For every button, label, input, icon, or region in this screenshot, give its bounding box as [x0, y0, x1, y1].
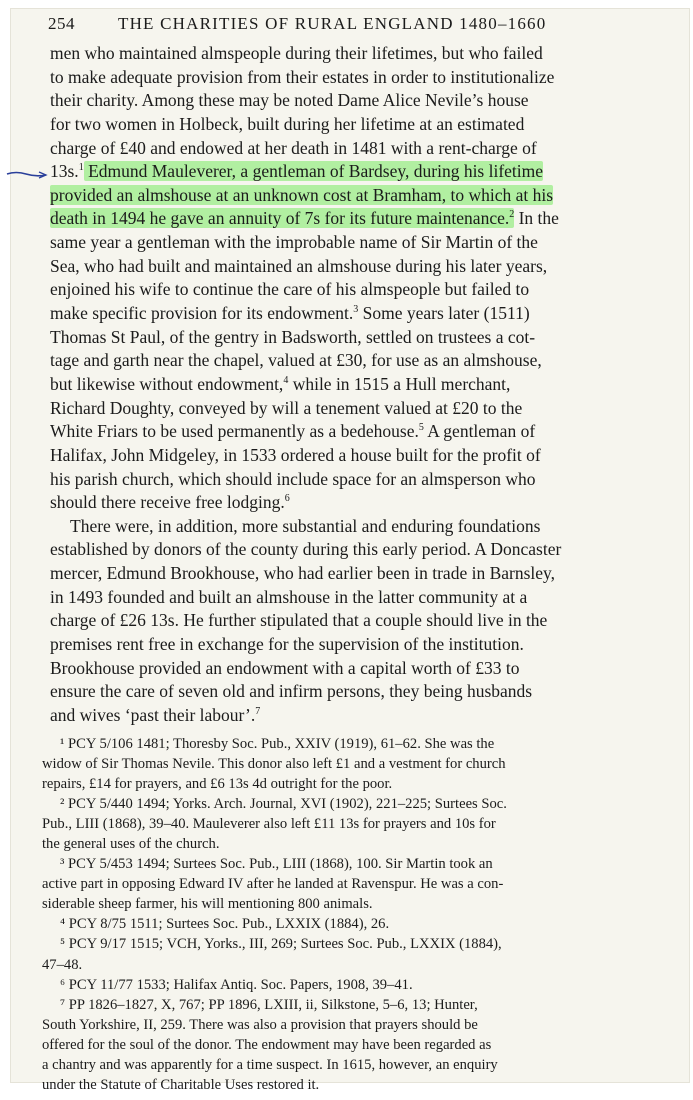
line-text: Halifax, John Midgeley, in 1533 ordered a house built for the profit of	[50, 444, 541, 465]
line-text: established by donors of the county during this early period. A Doncaster	[50, 539, 562, 560]
text-line	[50, 42, 680, 66]
line-text: tage and garth near the chapel, valued at £30, for use as an almshouse,	[50, 350, 542, 371]
line-text: but likewise without endowment,	[50, 373, 284, 394]
footnote-line: active part in opposing Edward IV after he landed at Ravenspur. He was a con-	[42, 876, 504, 893]
line-text: In the	[514, 208, 559, 229]
text-line	[50, 468, 680, 492]
footnote-line: ⁴ PCY 8/75 1511; Surtees Soc. Pub., LXXIX (1884), 26.	[60, 916, 390, 933]
text-line	[50, 657, 680, 681]
text-line	[50, 680, 680, 704]
footnote-marker: 2	[509, 209, 515, 221]
text-line	[50, 397, 680, 421]
text-line	[50, 609, 680, 633]
line-text: mercer, Edmund Brookhouse, who had earlier been in trade in Barnsley,	[50, 563, 556, 584]
text-line	[50, 586, 680, 610]
line-text: ensure the care of seven old and infirm persons, they being husbands	[50, 681, 533, 702]
highlighted-text: Edmund Mauleverer, a gentleman of Bardsey, during his lifetime	[83, 161, 544, 182]
text-line	[50, 302, 680, 326]
footnote-line: offered for the soul of the donor. The endowment may have been regarded as	[42, 1036, 492, 1053]
text-line	[50, 420, 680, 444]
footnote-marker: 3	[353, 304, 359, 316]
footnote-line: siderable sheep farmer, his will mentioning 800 animals.	[42, 896, 373, 913]
line-text: make specific provision for its endowment.	[50, 303, 354, 324]
footnote-marker: 4	[283, 374, 289, 386]
text-line	[50, 184, 680, 208]
footnote-line: South Yorkshire, II, 259. There was also a provision that prayers should be	[42, 1016, 478, 1033]
line-text: 13s.	[50, 161, 79, 182]
line-text: Brookhouse provided an endowment with a capital worth of £33 to	[50, 657, 520, 678]
text-line	[50, 137, 680, 161]
line-text: should there receive free lodging.	[50, 492, 285, 513]
line-text: Sea, who had built and maintained an almshouse during his later years,	[50, 255, 548, 276]
line-text: charge of £40 and endowed at her death in 1481 with a rent-charge of	[50, 137, 537, 158]
line-text: Thomas St Paul, of the gentry in Badsworth, settled on trustees a cot-	[50, 326, 536, 347]
text-line	[50, 160, 680, 184]
footnote-line: a chantry and was apparently for a time suspect. In 1615, however, an enquiry	[42, 1056, 498, 1073]
text-line	[50, 633, 680, 657]
line-text: same year a gentleman with the improbable name of Sir Martin of the	[50, 232, 538, 253]
line-text: in 1493 founded and built an almshouse in the latter community at a	[50, 586, 528, 607]
running-title: THE CHARITIES OF RURAL ENGLAND 1480–1660	[118, 14, 547, 33]
main-text	[50, 42, 680, 728]
footnote-line: under the Statute of Charitable Uses restored it.	[42, 1076, 320, 1093]
line-text: premises rent free in exchange for the supervision of the institution.	[50, 634, 524, 655]
footnote-line: repairs, £14 for prayers, and £6 13s 4d outright for the poor.	[42, 776, 393, 793]
text-line	[50, 704, 680, 728]
text-line	[50, 444, 680, 468]
line-text: Richard Doughty, conveyed by will a tenement valued at £20 to the	[50, 397, 523, 418]
text-line	[50, 113, 680, 137]
running-header	[48, 14, 668, 38]
footnote-line: ⁵ PCY 9/17 1515; VCH, Yorks., III, 269; Surtees Soc. Pub., LXXIX (1884),	[60, 936, 502, 953]
footnote-line: ⁶ PCY 11/77 1533; Halifax Antiq. Soc. Papers, 1908, 39–41.	[60, 976, 413, 993]
text-line	[50, 89, 680, 113]
line-text: men who maintained almspeople during their lifetimes, but who failed	[50, 43, 543, 63]
text-line	[50, 538, 680, 562]
line-text: to make adequate provision from their estates in order to institutionalize	[50, 66, 555, 87]
line-text: charge of £26 13s. He further stipulated that a couple should live in the	[50, 610, 548, 631]
text-line	[50, 255, 680, 279]
footnote-line: ¹ PCY 5/106 1481; Thoresby Soc. Pub., XXIV (1919), 61–62. She was the	[60, 736, 495, 752]
highlighted-text: death in 1494 he gave an annuity of 7s for its future maintenance.	[50, 208, 510, 229]
footnote-line: ⁷ PP 1826–1827, X, 767; PP 1896, LXIII, ii, Silkstone, 5–6, 13; Hunter,	[60, 996, 478, 1013]
footnote-line: Pub., LIII (1868), 39–40. Mauleverer also left £11 13s for prayers and 10s for	[42, 816, 496, 833]
text-line	[50, 326, 680, 350]
text-line	[50, 207, 680, 231]
line-text: for two women in Holbeck, built during her lifetime at an estimated	[50, 113, 525, 134]
pen-margin-mark	[6, 168, 48, 182]
footnote-marker: 5	[418, 422, 424, 434]
line-text: while in 1515 a Hull merchant,	[288, 373, 511, 394]
footnote-marker: 7	[255, 705, 261, 717]
text-line	[50, 278, 680, 302]
highlighted-passage	[50, 185, 553, 205]
line-text: A gentleman of	[423, 421, 536, 442]
line-text: There were, in addition, more substantial and enduring foundations	[70, 515, 541, 536]
line-text: White Friars to be used permanently as a bedehouse.	[50, 421, 419, 442]
page-number: 254	[48, 14, 75, 33]
footnote-line: ³ PCY 5/453 1494; Surtees Soc. Pub., LIII (1868), 100. Sir Martin took an	[60, 856, 493, 873]
line-text: and wives ‘past their labour’.	[50, 704, 256, 725]
footnote-line: widow of Sir Thomas Nevile. This donor also left £1 and a vestment for church	[42, 756, 506, 773]
text-line	[50, 66, 680, 90]
text-line	[50, 231, 680, 255]
text-line	[50, 491, 680, 515]
text-line	[50, 349, 680, 373]
highlighted-passage	[84, 161, 543, 181]
footnote-marker: 1	[78, 162, 84, 174]
footnote-marker: 6	[284, 493, 290, 505]
footnote-line: ² PCY 5/440 1494; Yorks. Arch. Journal, XVI (1902), 221–225; Surtees Soc.	[60, 796, 507, 813]
line-text: their charity. Among these may be noted Dame Alice Nevile’s house	[50, 90, 529, 111]
text-line	[50, 562, 680, 586]
footnotes	[42, 734, 682, 1095]
text-line	[50, 373, 680, 397]
highlighted-text: provided an almshouse at an unknown cost at Bramham, to which at his	[50, 184, 554, 205]
line-text: Some years later (1511)	[358, 303, 530, 324]
highlighted-passage	[50, 208, 514, 228]
line-text: his parish church, which should include space for an almsperson who	[50, 468, 536, 489]
text-line	[50, 515, 680, 539]
footnote-line: 47–48.	[42, 956, 83, 973]
line-text: enjoined his wife to continue the care of his almspeople but failed to	[50, 279, 530, 300]
footnote-line: the general uses of the church.	[42, 836, 220, 853]
